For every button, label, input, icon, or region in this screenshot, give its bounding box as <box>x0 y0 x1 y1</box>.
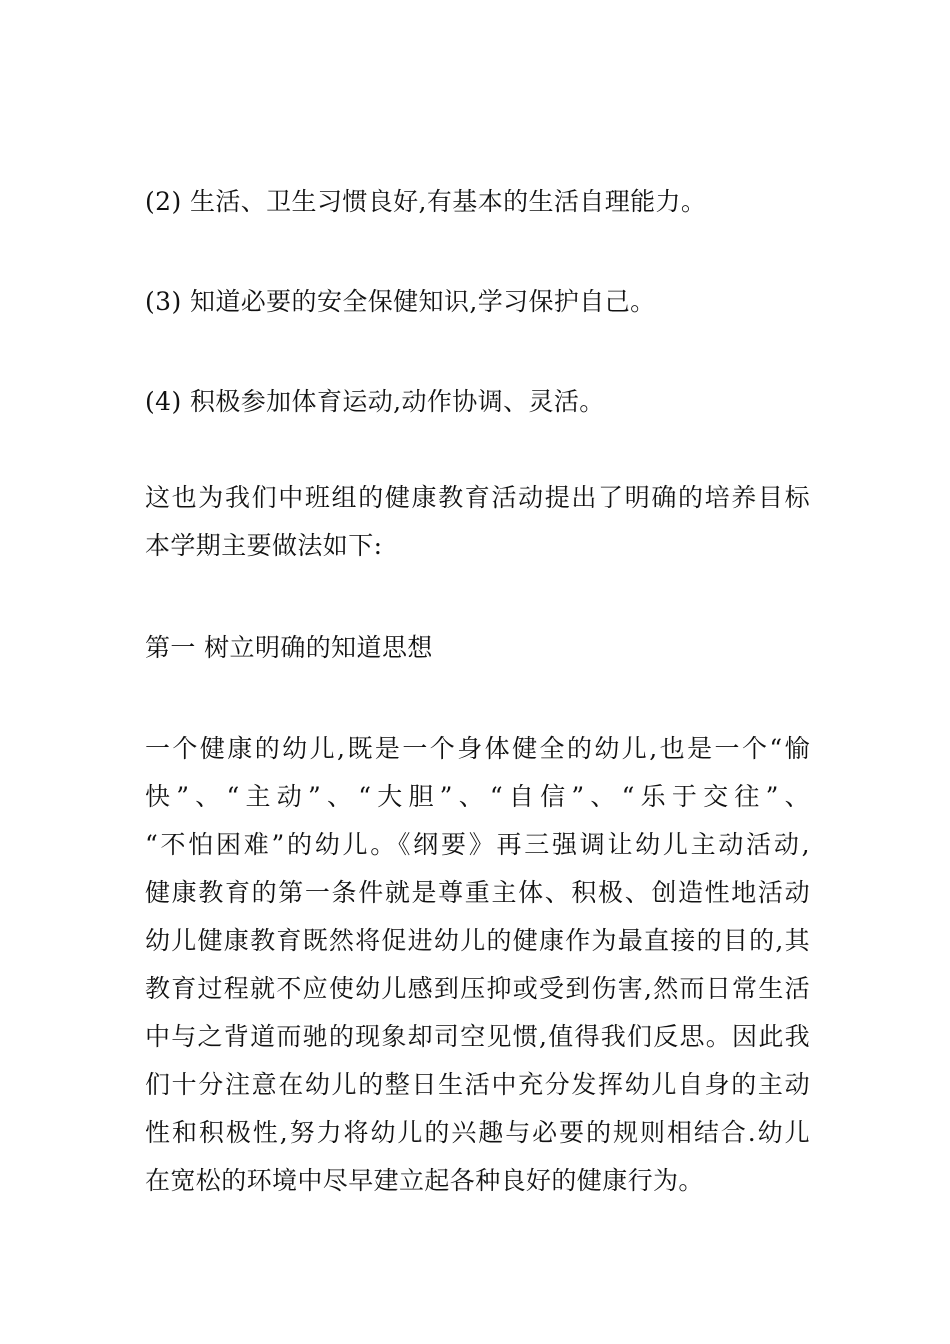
list-item-text: (3) 知道必要的安全保健知识,学习保护自己。 <box>145 287 656 316</box>
paragraph-line: 快”、“主动”、“大胆”、“自信”、“乐于交往”、 <box>145 782 810 811</box>
paragraph-line: 性和积极性,努力将幼儿的兴趣与必要的规则相结合.幼儿 <box>145 1118 810 1147</box>
list-item <box>145 378 810 426</box>
paragraph-line: 教育过程就不应使幼儿感到压抑或受到伤害,然而日常生活 <box>145 974 810 1003</box>
list-item <box>145 178 810 226</box>
paragraph-line: 幼儿健康教育既然将促进幼儿的健康作为最直接的目的,其 <box>145 926 810 955</box>
paragraph-line: 在宽松的环境中尽早建立起各种良好的健康行为。 <box>145 1166 704 1195</box>
paragraph-line: “不怕困难”的幼儿。《纲要》再三强调让幼儿主动活动, <box>145 830 810 859</box>
paragraph-line: 一个健康的幼儿,既是一个身体健全的幼儿,也是一个“愉 <box>145 734 810 763</box>
paragraph-line: 这也为我们中班组的健康教育活动提出了明确的培养目标 <box>145 483 810 512</box>
section-heading <box>145 624 810 672</box>
section-heading-text: 第一 树立明确的知道思想 <box>145 633 433 662</box>
paragraph-line: 本学期主要做法如下: <box>145 531 383 560</box>
body-paragraph <box>145 725 810 1205</box>
list-item-text: (2) 生活、卫生习惯良好,有基本的生活自理能力。 <box>145 187 707 216</box>
intro-paragraph <box>145 474 810 570</box>
paragraph-line: 中与之背道而驰的现象却司空见惯,值得我们反思。因此我 <box>145 1022 810 1051</box>
list-item <box>145 278 810 326</box>
list-item-text: (4) 积极参加体育运动,动作协调、灵活。 <box>145 387 605 416</box>
paragraph-line: 们十分注意在幼儿的整日生活中充分发挥幼儿自身的主动 <box>145 1070 810 1099</box>
paragraph-line: 健康教育的第一条件就是尊重主体、积极、创造性地活动 <box>145 878 810 907</box>
